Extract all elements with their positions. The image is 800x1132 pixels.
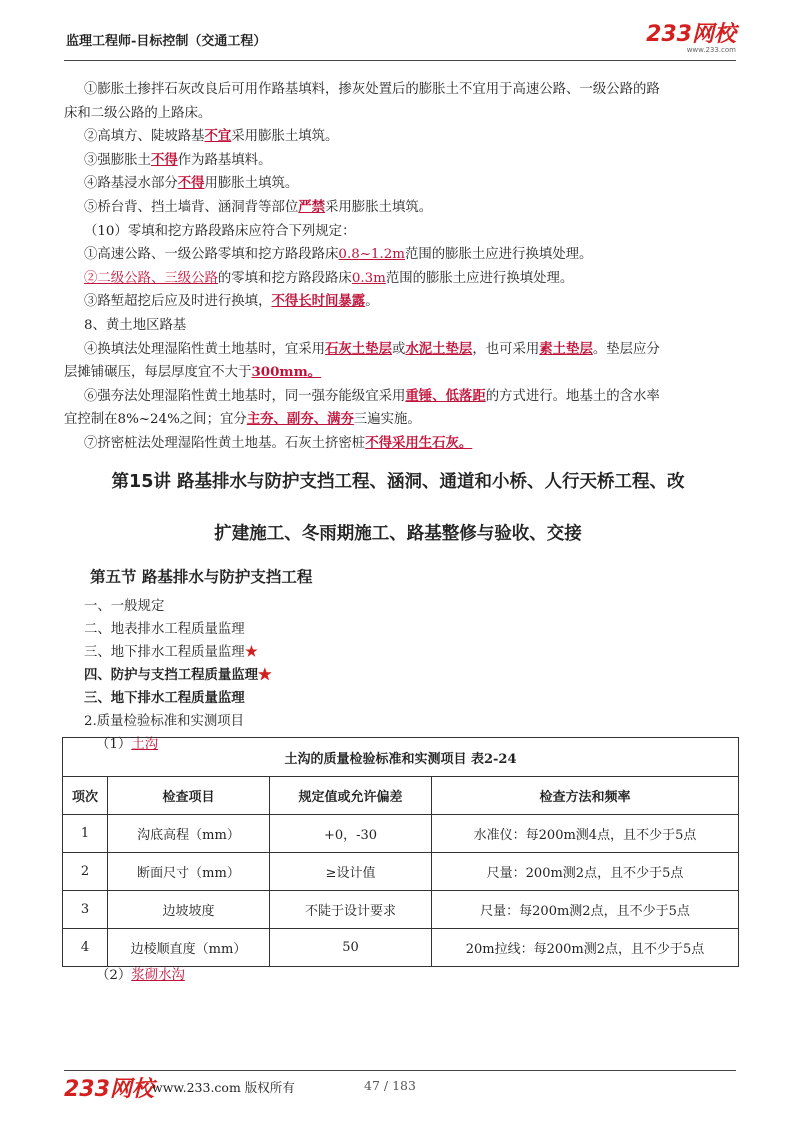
ditch-link[interactable]: 土沟 (131, 737, 159, 753)
table-row: 3 边坡坡度 不陡于设计要求 尺量：每200m测2点，且不少于5点 (63, 891, 739, 929)
table-header: 检查项目 (108, 777, 270, 815)
outline-item: 四、防护与支挡工程质量监理★ (84, 667, 272, 684)
page-header (64, 20, 736, 60)
table-header: 项次 (63, 777, 108, 815)
quality-table (62, 737, 739, 967)
paragraph: ⑦挤密桩法处理湿陷性黄土地基。石灰土挤密桩不得采用生石灰。 (84, 434, 473, 451)
table-header: 检查方法和频率 (432, 777, 739, 815)
section-outline (84, 595, 736, 756)
outline-item: 三、地下排水工程质量监理 (84, 690, 245, 707)
star-icon: ★ (244, 645, 259, 661)
paragraph: ②高填方、陡坡路基不宜采用膨胀土填筑。 (84, 128, 339, 145)
outline-item: 三、地下排水工程质量监理★ (84, 645, 259, 661)
table-row: 2 断面尺寸（mm） ≥设计值 尺量：200m测2点，且不少于5点 (63, 853, 739, 891)
paragraph: 层摊铺碾压，每层厚度宜不大于300mm。 (64, 364, 322, 381)
logo-text: 233网校 (646, 22, 736, 47)
lecture-title: 第15讲 路基排水与防护支挡工程、涵洞、通道和小桥、人行天桥工程、改 扩建施工、冬雨期施工、路基整修与验收、交接 (111, 471, 685, 544)
outline-item: 一、一般规定 (84, 599, 165, 615)
section-title: 第五节 路基排水与防护支挡工程 (90, 567, 313, 586)
footer-copyright: www.233.com 版权所有 (152, 1080, 295, 1095)
table-caption: 土沟的质量检验标准和实测项目 表2-24 (63, 738, 739, 777)
paragraph: 宜控制在8%~24%之间；宜分主夯、副夯、满夯三遍实施。 (64, 411, 421, 428)
outline-item: （1）土沟 (96, 737, 159, 753)
footer-logo[interactable]: 233网校 (64, 1077, 154, 1102)
next-subsection: （2）浆砌水沟 (96, 968, 185, 983)
main-content (64, 78, 736, 756)
masonry-ditch-link[interactable]: 浆砌水沟 (131, 968, 185, 983)
paragraph: ③强膨胀土不得作为路基填料。 (84, 151, 272, 168)
header-rule (64, 60, 736, 61)
logo-url: www.233.com (686, 46, 736, 54)
paragraph: ⑥强夯法处理湿陷性黄土地基时，同一强夯能级宜采用重锤、低落距的方式进行。地基土的含水率 (84, 387, 660, 404)
table-row: 1 沟底高程（mm） +0，-30 水准仪：每200m测4点，且不少于5点 (63, 815, 739, 853)
paragraph: 8、黄土地区路基 (84, 317, 187, 333)
paragraph: 床和二级公路的上路床。 (64, 105, 212, 121)
paragraph: （10）零填和挖方路段路床应符合下列规定： (84, 223, 356, 239)
outline-item: 2.质量检验标准和实测项目 (84, 714, 245, 730)
star-icon: ★ (258, 667, 272, 684)
brand-logo[interactable] (646, 24, 736, 54)
paragraph: ①膨胀土掺拌石灰改良后可用作路基填料，掺灰处置后的膨胀土不宜用于高速公路、一级公路的路 (84, 82, 660, 97)
outline-item: 二、地表排水工程质量监理 (84, 622, 245, 638)
document-title: 监理工程师-目标控制（交通工程） (66, 34, 267, 49)
paragraph: ①高速公路、一级公路零填和挖方路段路床0.8~1.2m范围的膨胀土应进行换填处理。 (84, 247, 593, 263)
page-number: 47 / 183 (364, 1078, 416, 1093)
page-footer (64, 1070, 736, 1100)
paragraph: ③路堑超挖后应及时进行换填，不得长时间暴露。 (84, 293, 379, 310)
paragraph: ④路基浸水部分不得用膨胀土填筑。 (84, 175, 299, 192)
paragraph: ②二级公路、三级公路的零填和挖方路段路床0.3m范围的膨胀土应进行换填处理。 (84, 270, 574, 286)
table-row: 4 边棱顺直度（mm） 50 20m拉线：每200m测2点，且不少于5点 (63, 929, 739, 967)
paragraph: ④换填法处理湿陷性黄土地基时，宜采用石灰土垫层或水泥土垫层，也可采用素土垫层。垫层应分 (84, 340, 660, 357)
table-header: 规定值或允许偏差 (270, 777, 432, 815)
paragraph: ⑤桥台背、挡土墙背、涵洞背等部位严禁采用膨胀土填筑。 (84, 198, 433, 215)
